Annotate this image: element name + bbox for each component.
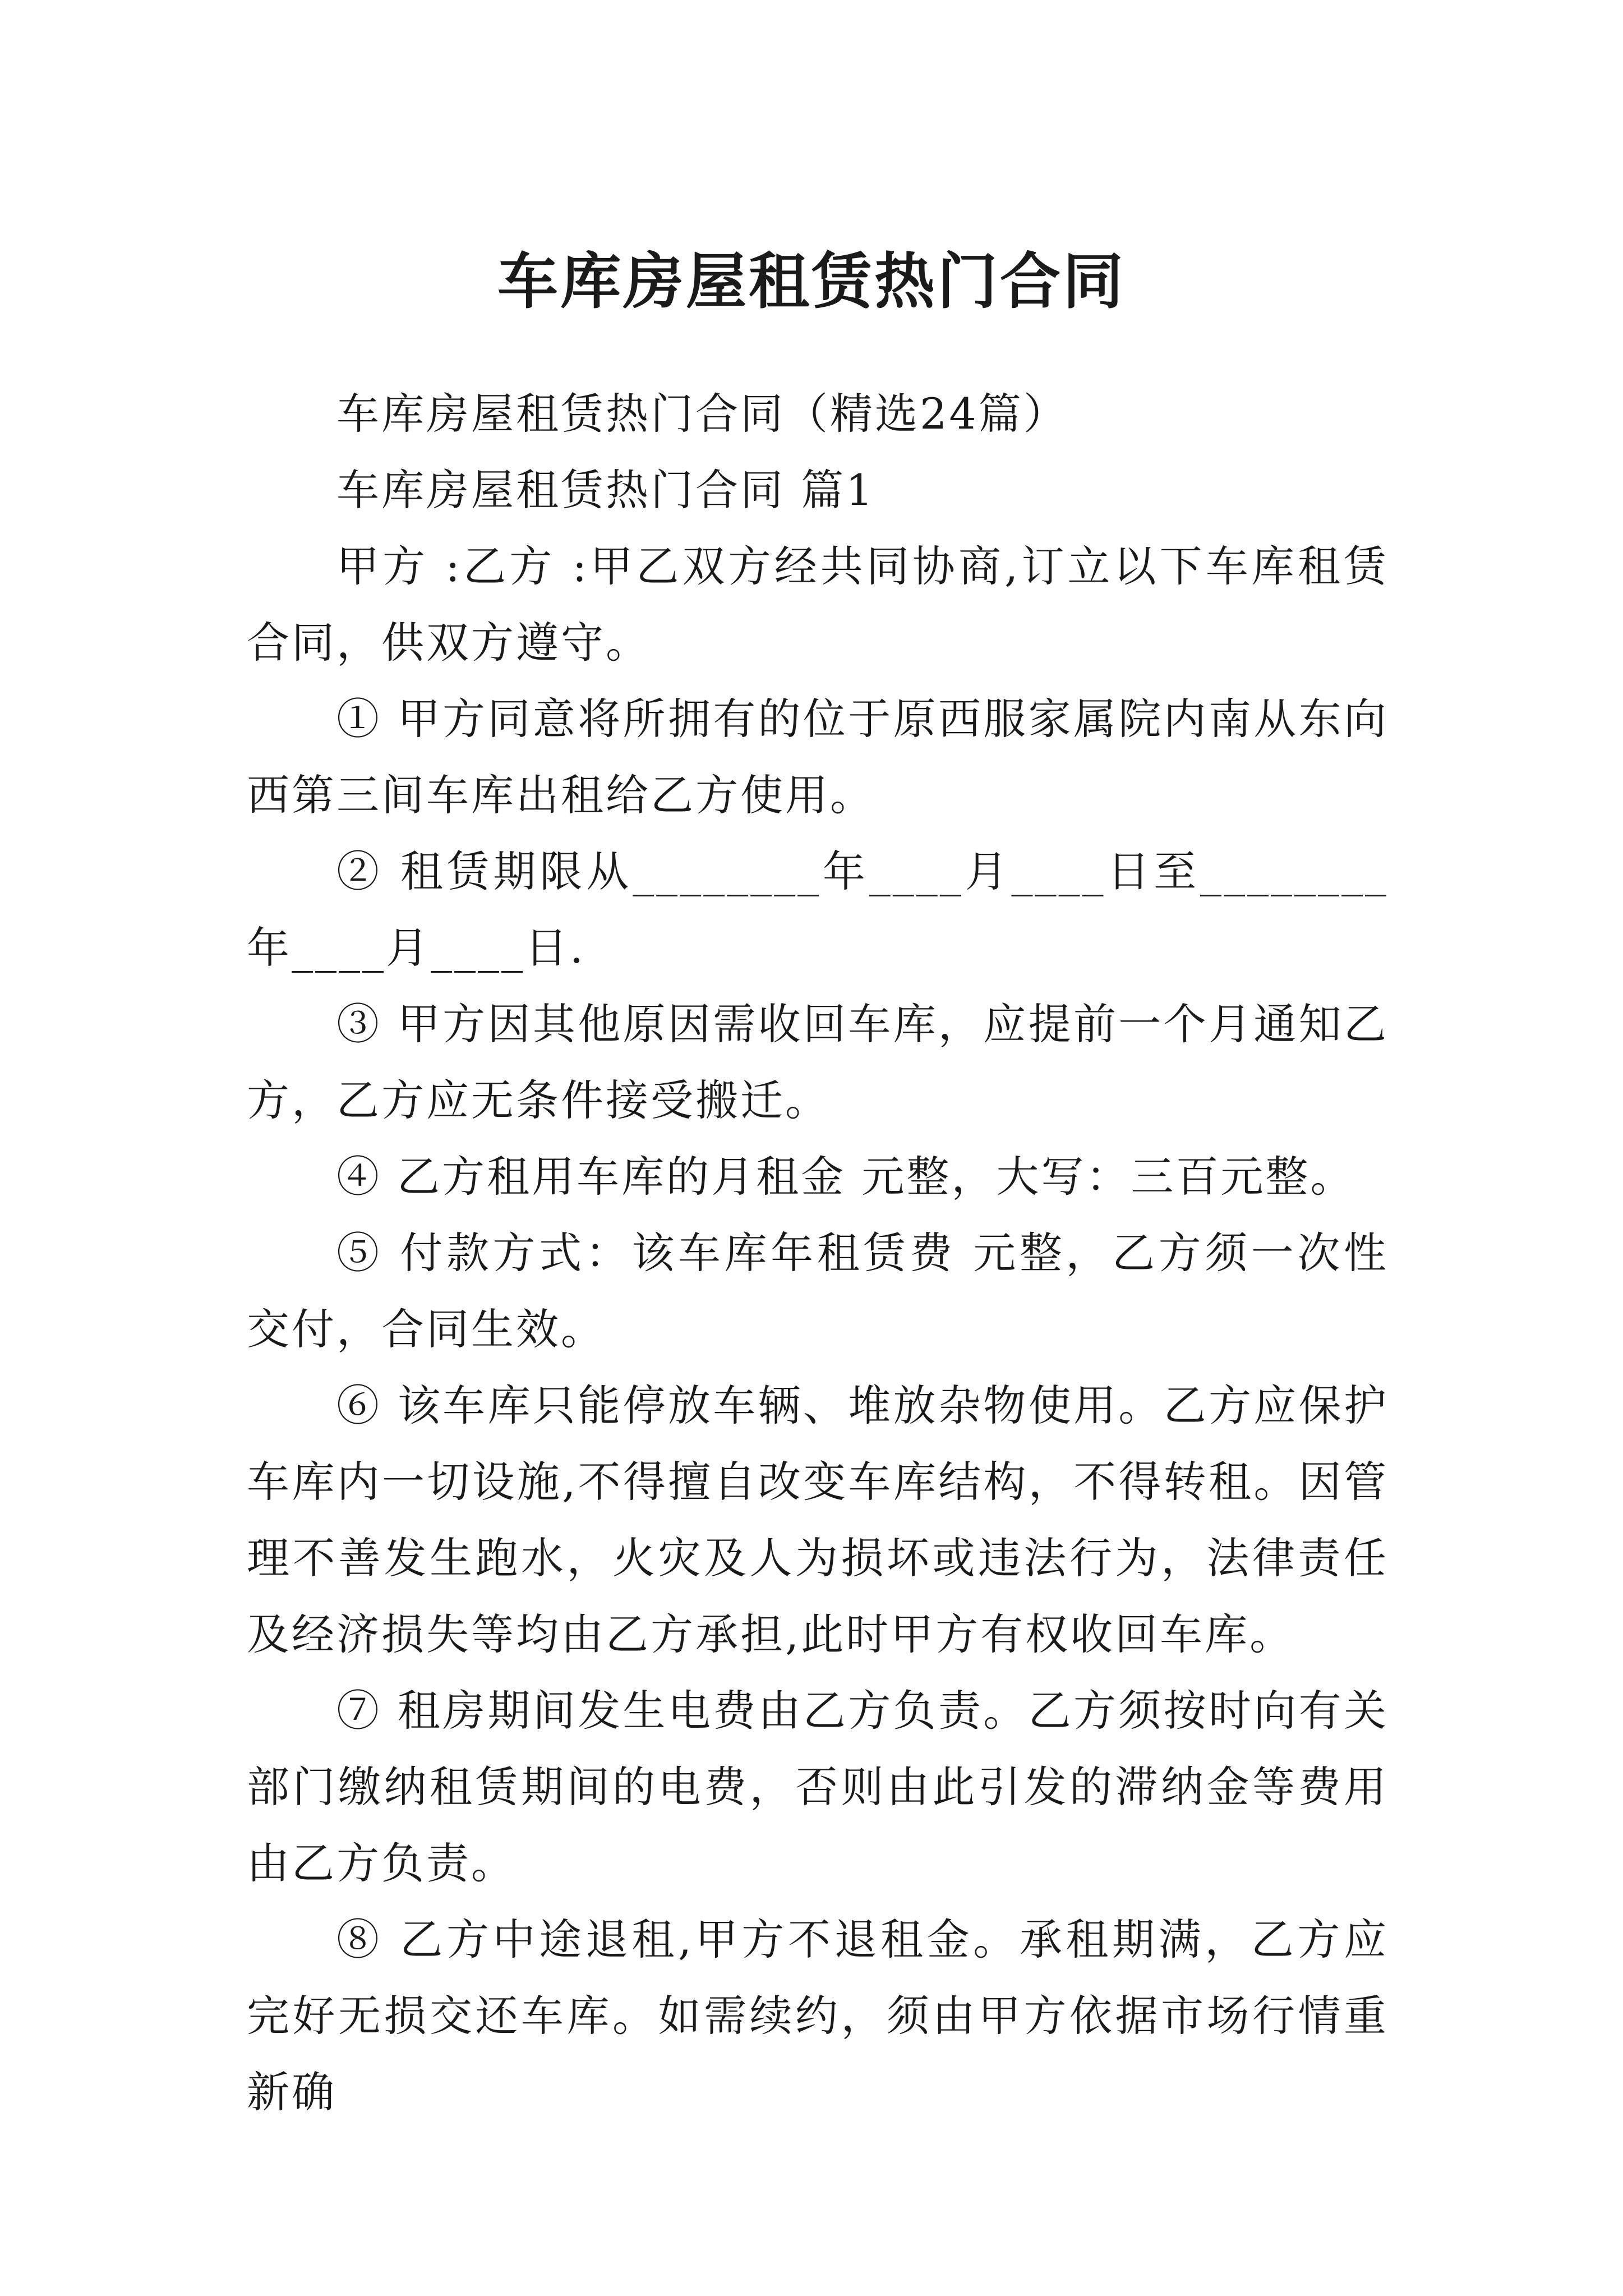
document-body xyxy=(247,376,1389,2131)
clause-5: ⑤ 付款方式：该车库年租赁费 元整，乙方须一次性交付，合同生效。 xyxy=(247,1228,1389,1354)
document-title: 车库房屋租赁热门合同 xyxy=(497,246,1126,318)
clause-1: ① 甲方同意将所拥有的位于原西服家属院内南从东向西第三间车库出租给乙方使用。 xyxy=(247,694,1389,820)
clause-4: ④ 乙方租用车库的月租金 元整，大写：三百元整。 xyxy=(336,1152,1355,1202)
clause-2: ② 租赁期限从________年____月____日至________年____月____日. xyxy=(247,846,1389,973)
paragraph-section-heading: 车库房屋租赁热门合同 篇1 xyxy=(336,465,875,515)
clause-6: ⑥ 该车库只能停放车辆、堆放杂物使用。乙方应保护车库内一切设施,不得擅自改变车库结构，不得转租。因管理不善发生跑水，火灾及人为损坏或违法行为，法律责任及经济损失等均由乙方承担,此时甲方有权收回车库。 xyxy=(247,1381,1389,1659)
clause-3: ③ 甲方因其他原因需收回车库，应提前一个月通知乙方，乙方应无条件接受搬迁。 xyxy=(247,999,1389,1125)
clause-8: ⑧ 乙方中途退租,甲方不退租金。承租期满，乙方应完好无损交还车库。如需续约，须由甲方依据市场行情重新确 xyxy=(247,1915,1389,2117)
paragraph-subtitle: 车库房屋租赁热门合同（精选24篇） xyxy=(336,389,1068,439)
clause-7: ⑦ 租房期间发生电费由乙方负责。乙方须按时向有关部门缴纳租赁期间的电费，否则由此引发的滞纳金等费用由乙方负责。 xyxy=(247,1686,1389,1888)
paragraph-parties: 甲方 :乙方 :甲乙双方经共同协商,订立以下车库租赁合同，供双方遵守。 xyxy=(247,541,1389,668)
